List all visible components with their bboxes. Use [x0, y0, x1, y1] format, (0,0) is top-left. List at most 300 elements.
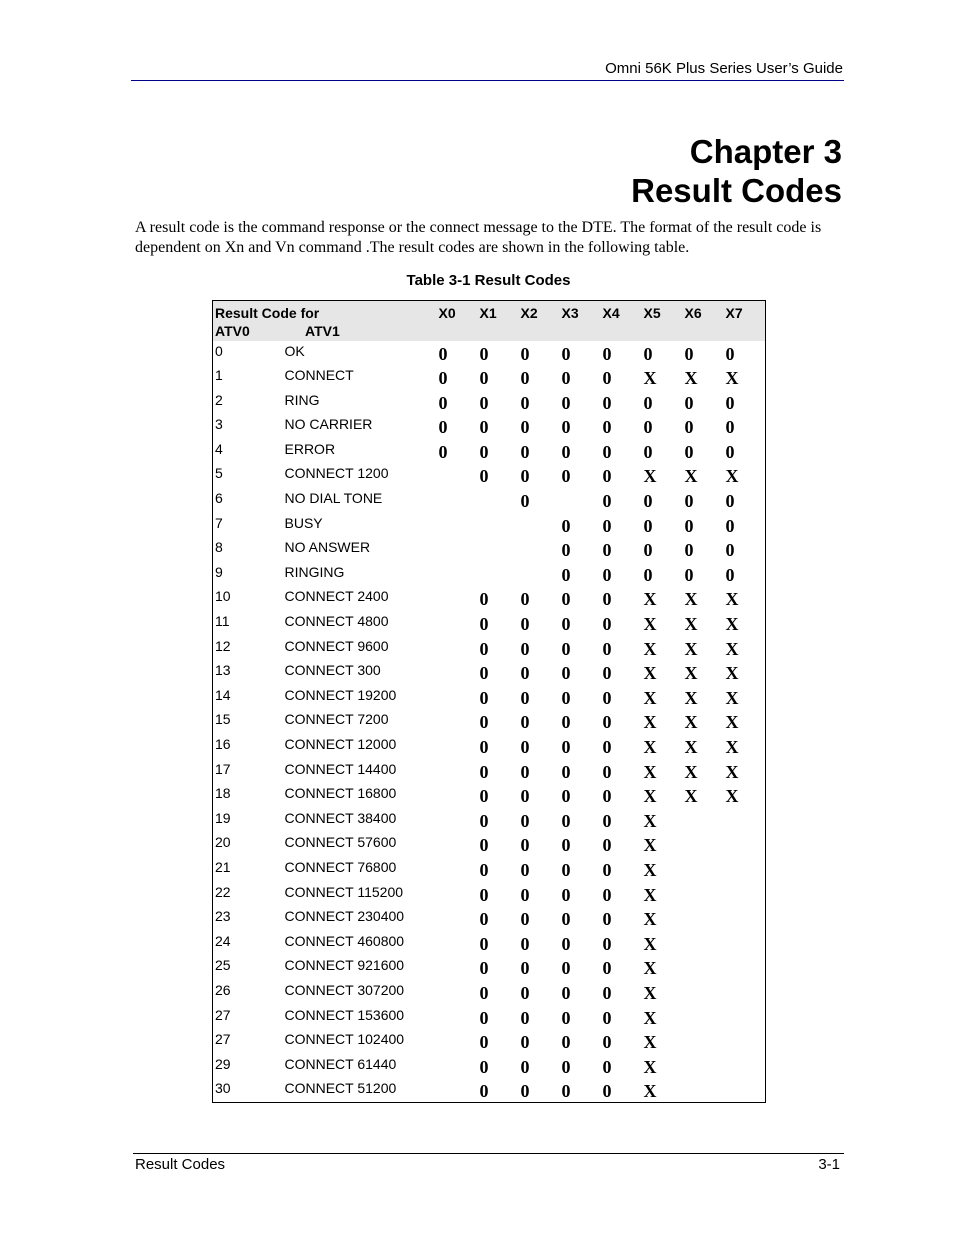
mark-cell-x3: 0 [561, 884, 571, 905]
mark-cell-x2: 0 [520, 884, 530, 905]
header-x4: X4 [602, 305, 620, 321]
mark-cell-x5: X [643, 1081, 657, 1102]
mark-cell-x4: 0 [602, 589, 612, 610]
mark-cell-x0 [435, 906, 476, 931]
table-row [213, 414, 766, 439]
result-code-message: CONNECT 76800 [284, 858, 397, 875]
mark-cell-x2: 0 [520, 835, 530, 856]
mark-cell-x4: 0 [602, 712, 612, 733]
mark-cell-x2: 0 [520, 368, 530, 389]
mark-cell-x7 [722, 955, 766, 980]
mark-cell-x1: 0 [479, 810, 489, 831]
table-row [213, 980, 766, 1005]
mark-cell-x1 [476, 562, 517, 587]
mark-cell-x6: X [684, 761, 698, 782]
mark-cell-x6: X [684, 589, 698, 610]
mark-cell-x3: 0 [561, 958, 571, 979]
mark-cell-x1: 0 [479, 712, 489, 733]
mark-cell-x3: 0 [561, 933, 571, 954]
mark-cell-x4: 0 [602, 614, 612, 635]
result-code-message: CONNECT 12000 [284, 736, 397, 752]
mark-cell-x2: 0 [520, 982, 530, 1003]
result-code-message: CONNECT 230400 [284, 908, 405, 925]
mark-cell-x4: 0 [602, 392, 612, 413]
result-code-number: 15 [215, 711, 231, 728]
mark-cell-x0 [435, 980, 476, 1005]
header-x3: X3 [561, 305, 579, 321]
mark-cell-x0 [435, 660, 476, 685]
mark-cell-x7 [722, 980, 766, 1005]
mark-cell-x1 [476, 488, 517, 513]
mark-cell-x7: 0 [725, 441, 735, 462]
chapter-name: Result Codes [631, 172, 842, 209]
mark-cell-x2: 0 [520, 859, 530, 880]
mark-cell-x2: 0 [520, 1032, 530, 1053]
result-code-number: 17 [215, 760, 231, 777]
mark-cell-x2: 0 [520, 491, 530, 512]
mark-cell-x7: X [725, 663, 739, 684]
table-row [213, 955, 766, 980]
mark-cell-x3: 0 [561, 687, 571, 708]
result-code-number: 12 [215, 637, 231, 654]
result-code-message: OK [284, 342, 305, 359]
mark-cell-x7 [722, 931, 766, 956]
mark-cell-x3: 0 [561, 1056, 571, 1077]
table-row [213, 1029, 766, 1054]
mark-cell-x2: 0 [520, 786, 530, 807]
mark-cell-x3: 0 [561, 515, 571, 536]
mark-cell-x0 [435, 488, 476, 513]
result-code-number: 19 [215, 809, 231, 826]
header-result-code-title: Result Code for [215, 305, 320, 321]
mark-cell-x2: 0 [520, 614, 530, 635]
result-code-number: 11 [215, 613, 230, 630]
mark-cell-x4: 0 [602, 835, 612, 856]
mark-cell-x2: 0 [520, 761, 530, 782]
mark-cell-x0 [435, 1078, 476, 1103]
mark-cell-x6: X [684, 638, 698, 659]
mark-cell-x2: 0 [520, 417, 530, 438]
result-code-number: 8 [215, 539, 223, 556]
mark-cell-x0 [435, 562, 476, 587]
mark-cell-x5: X [643, 982, 657, 1003]
table-row [213, 660, 766, 685]
mark-cell-x3: 0 [561, 835, 571, 856]
mark-cell-x4: 0 [602, 564, 612, 585]
result-code-message: CONNECT 307200 [284, 981, 405, 998]
mark-cell-x5: 0 [643, 515, 653, 536]
mark-cell-x6: 0 [684, 417, 694, 438]
result-code-message: ERROR [284, 440, 336, 457]
mark-cell-x4: 0 [602, 909, 612, 930]
mark-cell-x4: 0 [602, 515, 612, 536]
result-code-number: 14 [215, 686, 231, 703]
table-row [213, 709, 766, 734]
mark-cell-x3: 0 [561, 737, 571, 757]
result-code-number: 27 [215, 1031, 231, 1048]
mark-cell-x3: 0 [561, 909, 571, 930]
mark-cell-x4: 0 [602, 417, 612, 438]
mark-cell-x0 [435, 537, 476, 562]
table-row [213, 537, 766, 562]
result-code-message: BUSY [284, 514, 323, 531]
mark-cell-x1: 0 [479, 614, 489, 635]
mark-cell-x2 [517, 562, 558, 587]
mark-cell-x2: 0 [520, 909, 530, 930]
mark-cell-x6: X [684, 614, 698, 635]
mark-cell-x6 [681, 980, 722, 1005]
mark-cell-x1: 0 [479, 1081, 489, 1102]
mark-cell-x0: 0 [438, 343, 448, 364]
mark-cell-x4: 0 [602, 491, 612, 512]
mark-cell-x5: X [643, 1007, 657, 1028]
mark-cell-x5: X [643, 958, 657, 979]
mark-cell-x2: 0 [520, 392, 530, 413]
result-code-number: 22 [215, 883, 231, 900]
mark-cell-x5: X [643, 638, 657, 659]
result-code-message: CONNECT 4800 [284, 613, 389, 630]
mark-cell-x4: 0 [602, 441, 612, 462]
mark-cell-x7: X [725, 614, 739, 635]
header-result-code [213, 301, 435, 341]
mark-cell-x0 [435, 759, 476, 784]
mark-cell-x1: 0 [479, 737, 489, 757]
mark-cell-x3 [558, 488, 599, 513]
mark-cell-x1 [476, 513, 517, 538]
mark-cell-x2: 0 [520, 737, 530, 757]
mark-cell-x0: 0 [438, 368, 448, 389]
mark-cell-x5: 0 [643, 417, 653, 438]
mark-cell-x7: 0 [725, 343, 735, 364]
table-row [213, 586, 766, 611]
table-row [213, 1005, 766, 1030]
mark-cell-x1: 0 [479, 1007, 489, 1028]
mark-cell-x6: X [684, 466, 698, 487]
table-row [213, 488, 766, 513]
table-header-row [213, 301, 766, 341]
mark-cell-x7: X [725, 687, 739, 708]
mark-cell-x6: X [684, 712, 698, 733]
mark-cell-x6: X [684, 687, 698, 708]
mark-cell-x0 [435, 931, 476, 956]
mark-cell-x2: 0 [520, 1081, 530, 1102]
mark-cell-x6 [681, 1029, 722, 1054]
mark-cell-x7: 0 [725, 564, 735, 585]
table-row [213, 783, 766, 808]
result-code-message: RINGING [284, 563, 345, 580]
mark-cell-x0 [435, 1054, 476, 1079]
mark-cell-x1: 0 [479, 441, 489, 462]
table-row [213, 562, 766, 587]
mark-cell-x1: 0 [479, 638, 489, 659]
table-row [213, 808, 766, 833]
mark-cell-x6: 0 [684, 392, 694, 413]
table-row [213, 734, 766, 759]
mark-cell-x0 [435, 1029, 476, 1054]
chapter-number: Chapter 3 [689, 133, 842, 170]
mark-cell-x4: 0 [602, 810, 612, 831]
mark-cell-x6: 0 [684, 540, 694, 561]
table-row [213, 365, 766, 390]
mark-cell-x7 [722, 808, 766, 833]
mark-cell-x0 [435, 783, 476, 808]
result-code-number: 23 [215, 908, 231, 925]
mark-cell-x7 [722, 1054, 766, 1079]
mark-cell-x4: 0 [602, 343, 612, 364]
mark-cell-x7: 0 [725, 417, 735, 438]
mark-cell-x5: 0 [643, 441, 653, 462]
result-code-number: 1 [215, 367, 223, 384]
mark-cell-x0 [435, 857, 476, 882]
mark-cell-x3: 0 [561, 859, 571, 880]
mark-cell-x2: 0 [520, 958, 530, 979]
result-code-message: CONNECT 300 [284, 662, 381, 679]
mark-cell-x7 [722, 1029, 766, 1054]
result-code-message: CONNECT 16800 [284, 785, 397, 802]
mark-cell-x0: 0 [438, 417, 448, 438]
mark-cell-x1: 0 [479, 835, 489, 856]
result-code-message: CONNECT 38400 [284, 809, 397, 826]
table-row [213, 882, 766, 907]
mark-cell-x2: 0 [520, 687, 530, 708]
mark-cell-x7 [722, 906, 766, 931]
mark-cell-x3: 0 [561, 540, 571, 561]
mark-cell-x5: X [643, 1032, 657, 1053]
table-row [213, 906, 766, 931]
result-code-message: CONNECT 9600 [284, 637, 389, 654]
mark-cell-x1: 0 [479, 859, 489, 880]
table-row [213, 857, 766, 882]
mark-cell-x4: 0 [602, 859, 612, 880]
result-code-number: 29 [215, 1055, 231, 1072]
mark-cell-x1: 0 [479, 786, 489, 807]
mark-cell-x0 [435, 832, 476, 857]
mark-cell-x2: 0 [520, 638, 530, 659]
result-code-message: CONNECT 19200 [284, 686, 397, 703]
mark-cell-x1: 0 [479, 392, 489, 413]
mark-cell-x4: 0 [602, 466, 612, 487]
mark-cell-x3: 0 [561, 761, 571, 782]
mark-cell-x0: 0 [438, 392, 448, 413]
mark-cell-x0 [435, 808, 476, 833]
mark-cell-x6 [681, 931, 722, 956]
mark-cell-x4: 0 [602, 884, 612, 905]
result-code-message: CONNECT 921600 [284, 957, 405, 974]
mark-cell-x4: 0 [602, 786, 612, 807]
result-code-message: CONNECT 57600 [284, 834, 397, 851]
header-x0: X0 [438, 305, 456, 321]
mark-cell-x1: 0 [479, 884, 489, 905]
mark-cell-x7 [722, 1078, 766, 1103]
mark-cell-x2: 0 [520, 441, 530, 462]
mark-cell-x0 [435, 513, 476, 538]
result-code-number: 5 [215, 465, 223, 482]
mark-cell-x1: 0 [479, 663, 489, 684]
mark-cell-x1: 0 [479, 982, 489, 1003]
mark-cell-x7: X [725, 638, 739, 659]
mark-cell-x5: X [643, 368, 657, 389]
mark-cell-x5: X [643, 589, 657, 610]
table-row [213, 685, 766, 710]
result-code-message: NO CARRIER [284, 416, 373, 433]
mark-cell-x1: 0 [479, 761, 489, 782]
mark-cell-x2: 0 [520, 810, 530, 831]
header-atv1: ATV1 [305, 323, 340, 339]
result-code-message: CONNECT 153600 [284, 1006, 405, 1023]
mark-cell-x5: X [643, 737, 657, 757]
mark-cell-x5: X [643, 909, 657, 930]
result-code-message: CONNECT [284, 367, 354, 384]
mark-cell-x1: 0 [479, 909, 489, 930]
mark-cell-x3: 0 [561, 417, 571, 438]
mark-cell-x7 [722, 857, 766, 882]
mark-cell-x7: 0 [725, 392, 735, 413]
mark-cell-x6 [681, 832, 722, 857]
result-code-number: 6 [215, 490, 223, 507]
result-code-number: 18 [215, 785, 231, 802]
mark-cell-x3: 0 [561, 1007, 571, 1028]
mark-cell-x4: 0 [602, 1081, 612, 1102]
mark-cell-x5: 0 [643, 392, 653, 413]
mark-cell-x7: X [725, 712, 739, 733]
result-code-message: CONNECT 14400 [284, 760, 397, 777]
mark-cell-x3: 0 [561, 712, 571, 733]
result-code-number: 2 [215, 391, 223, 408]
mark-cell-x6: X [684, 663, 698, 684]
mark-cell-x5: X [643, 761, 657, 782]
result-code-number: 20 [215, 834, 231, 851]
mark-cell-x7: X [725, 368, 739, 389]
result-code-number: 16 [215, 736, 231, 752]
mark-cell-x0 [435, 1005, 476, 1030]
mark-cell-x5: X [643, 712, 657, 733]
result-code-message: NO ANSWER [284, 539, 371, 556]
header-atv0: ATV0 [215, 323, 250, 339]
result-code-number: 26 [215, 981, 231, 998]
result-code-message: CONNECT 115200 [284, 883, 404, 900]
result-code-number: 7 [215, 514, 223, 531]
mark-cell-x1: 0 [479, 589, 489, 610]
mark-cell-x3: 0 [561, 343, 571, 364]
footer-rule [133, 1153, 844, 1154]
mark-cell-x5: X [643, 859, 657, 880]
mark-cell-x4: 0 [602, 1032, 612, 1053]
mark-cell-x3: 0 [561, 466, 571, 487]
mark-cell-x4: 0 [602, 761, 612, 782]
mark-cell-x1: 0 [479, 958, 489, 979]
mark-cell-x2: 0 [520, 466, 530, 487]
header-x6: X6 [684, 305, 702, 321]
mark-cell-x5: 0 [643, 343, 653, 364]
result-code-message: NO DIAL TONE [284, 490, 383, 507]
mark-cell-x6 [681, 906, 722, 931]
mark-cell-x4: 0 [602, 1007, 612, 1028]
header-rule [131, 80, 844, 81]
mark-cell-x6 [681, 955, 722, 980]
mark-cell-x0 [435, 685, 476, 710]
mark-cell-x5: X [643, 933, 657, 954]
result-code-number: 13 [215, 662, 231, 679]
result-code-number: 21 [215, 858, 231, 875]
result-code-message: CONNECT 1200 [284, 465, 389, 482]
result-codes-table [212, 300, 766, 1103]
result-code-number: 25 [215, 957, 231, 974]
footer-section-name: Result Codes [135, 1156, 226, 1173]
mark-cell-x2: 0 [520, 1056, 530, 1077]
table-row [213, 1078, 766, 1103]
mark-cell-x2: 0 [520, 933, 530, 954]
mark-cell-x4: 0 [602, 663, 612, 684]
mark-cell-x0 [435, 636, 476, 661]
mark-cell-x2: 0 [520, 663, 530, 684]
mark-cell-x2: 0 [520, 589, 530, 610]
mark-cell-x6 [681, 882, 722, 907]
mark-cell-x2 [517, 537, 558, 562]
table-row [213, 931, 766, 956]
mark-cell-x6 [681, 1054, 722, 1079]
result-code-message: RING [284, 391, 320, 408]
result-code-message: CONNECT 51200 [284, 1080, 397, 1097]
mark-cell-x7: 0 [725, 540, 735, 561]
table-body [213, 341, 766, 1103]
mark-cell-x0 [435, 882, 476, 907]
mark-cell-x1: 0 [479, 417, 489, 438]
mark-cell-x3: 0 [561, 1032, 571, 1053]
header-x2: X2 [520, 305, 538, 321]
mark-cell-x6: X [684, 368, 698, 389]
mark-cell-x2 [517, 513, 558, 538]
mark-cell-x0 [435, 611, 476, 636]
mark-cell-x6 [681, 1005, 722, 1030]
mark-cell-x1: 0 [479, 343, 489, 364]
mark-cell-x6: 0 [684, 491, 694, 512]
mark-cell-x5: 0 [643, 540, 653, 561]
mark-cell-x3: 0 [561, 441, 571, 462]
mark-cell-x3: 0 [561, 1081, 571, 1102]
mark-cell-x3: 0 [561, 638, 571, 659]
table-row [213, 611, 766, 636]
mark-cell-x7: X [725, 466, 739, 487]
mark-cell-x0 [435, 709, 476, 734]
mark-cell-x6: 0 [684, 564, 694, 585]
mark-cell-x4: 0 [602, 687, 612, 708]
table-caption: Table 3-1 Result Codes [406, 272, 571, 289]
mark-cell-x6: 0 [684, 343, 694, 364]
result-code-message: CONNECT 102400 [284, 1031, 405, 1048]
mark-cell-x4: 0 [602, 368, 612, 389]
mark-cell-x3: 0 [561, 786, 571, 807]
result-code-message: CONNECT 2400 [284, 588, 389, 605]
table-row [213, 439, 766, 464]
table-row [213, 513, 766, 538]
mark-cell-x1: 0 [479, 1032, 489, 1053]
result-code-number: 0 [215, 342, 223, 359]
mark-cell-x2: 0 [520, 712, 530, 733]
mark-cell-x6 [681, 808, 722, 833]
result-code-message: CONNECT 61440 [284, 1055, 397, 1072]
mark-cell-x6: 0 [684, 515, 694, 536]
mark-cell-x0 [435, 955, 476, 980]
mark-cell-x7: X [725, 761, 739, 782]
mark-cell-x0 [435, 734, 476, 759]
mark-cell-x7 [722, 882, 766, 907]
mark-cell-x4: 0 [602, 933, 612, 954]
footer-page-number: 3-1 [818, 1156, 840, 1173]
mark-cell-x1: 0 [479, 687, 489, 708]
table-row [213, 832, 766, 857]
mark-cell-x0 [435, 586, 476, 611]
table-row [213, 1054, 766, 1079]
